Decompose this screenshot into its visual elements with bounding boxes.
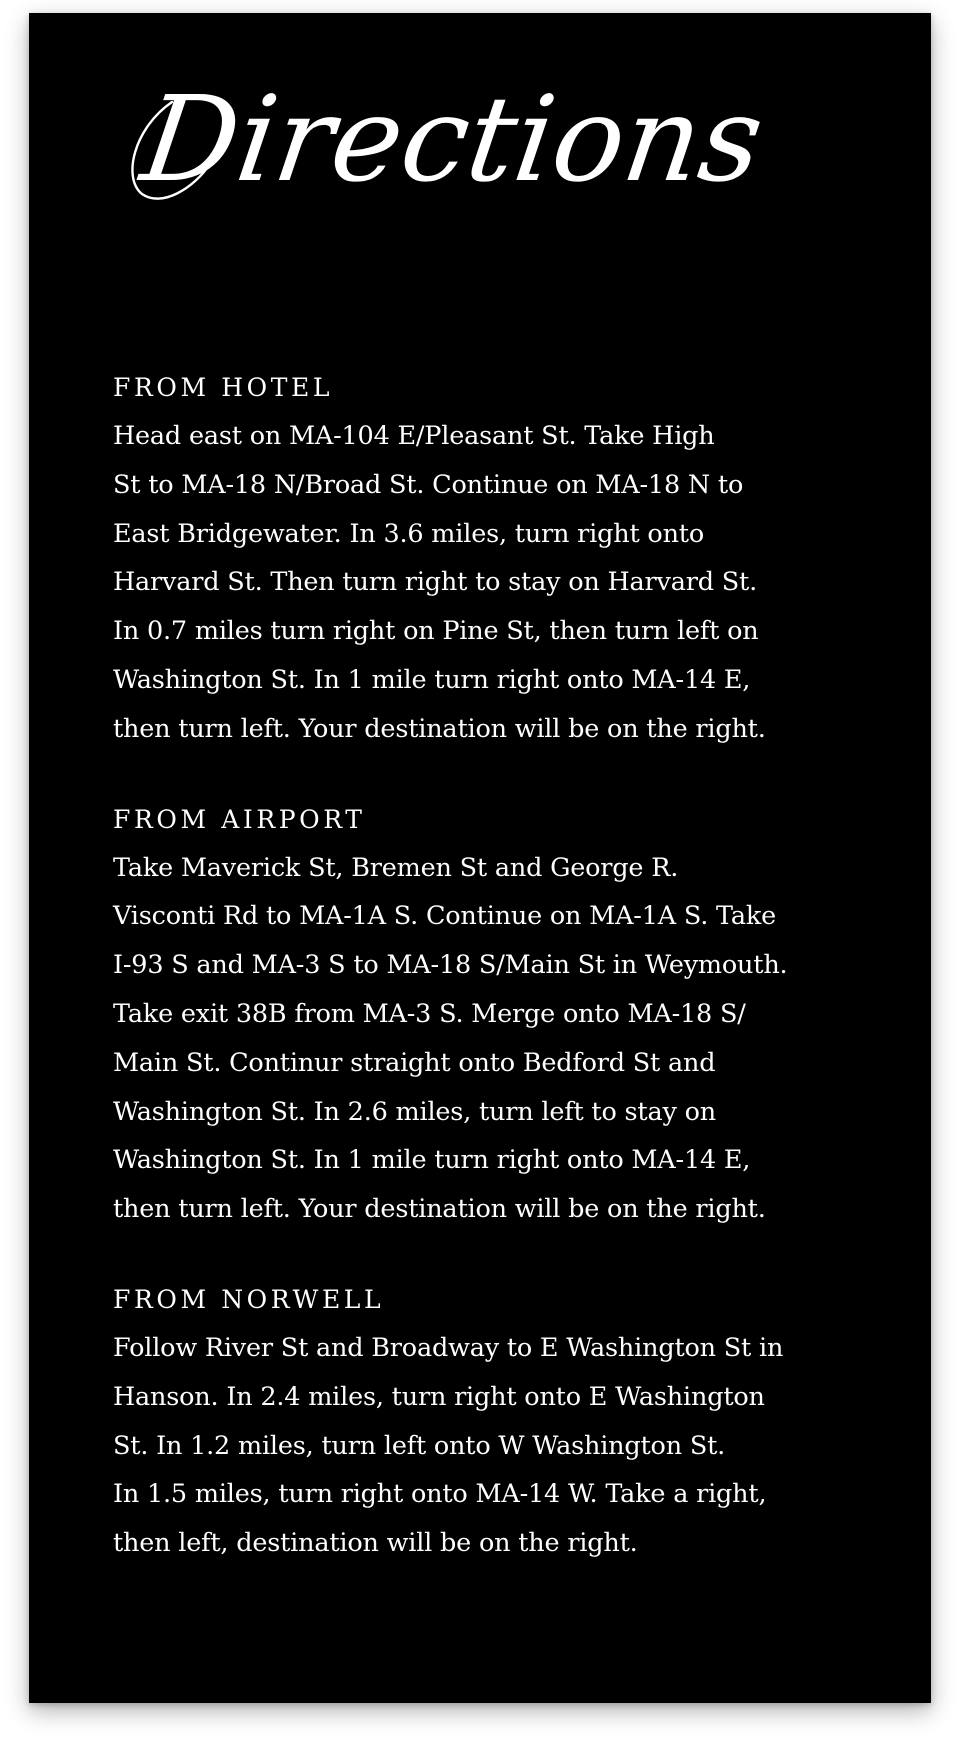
direction-line: then turn left. Your destination will be on the right. xyxy=(113,713,766,744)
direction-line: Harvard St. Then turn right to stay on Harvard St. xyxy=(113,567,757,598)
section-from-airport xyxy=(113,803,903,1234)
direction-line: Follow River St and Broadway to E Washington St in xyxy=(113,1332,784,1363)
direction-line: Take exit 38B from MA-3 S. Merge onto MA-18 S/ xyxy=(113,998,746,1029)
direction-line: then left, destination will be on the right. xyxy=(113,1528,638,1559)
direction-line: In 1.5 miles, turn right onto MA-14 W. Take a right, xyxy=(113,1479,767,1510)
section-from-hotel xyxy=(113,371,903,754)
section-heading: FROM NORWELL xyxy=(113,1284,385,1314)
direction-line: St. In 1.2 miles, turn left onto W Washington St. xyxy=(113,1430,726,1461)
directions-card xyxy=(29,13,931,1703)
direction-line: Head east on MA-104 E/Pleasant St. Take High xyxy=(113,421,715,451)
title-text: Directions xyxy=(134,70,772,208)
direction-line: Washington St. In 1 mile turn right onto MA-14 E, xyxy=(113,1145,751,1176)
direction-line: I-93 S and MA-3 S to MA-18 S/Main St in Weymouth. xyxy=(113,950,788,981)
section-heading: FROM HOTEL xyxy=(113,373,334,402)
direction-line: Main St. Continur straight onto Bedford St and xyxy=(113,1047,716,1078)
section-heading: FROM AIRPORT xyxy=(113,804,366,834)
title-script xyxy=(114,68,772,218)
section-from-norwell xyxy=(113,1283,903,1568)
direction-line: Hanson. In 2.4 miles, turn right onto E Washington xyxy=(113,1381,765,1412)
direction-line: Take Maverick St, Bremen St and George R. xyxy=(113,852,679,883)
directions-content xyxy=(113,371,903,1617)
direction-line: East Bridgewater. In 3.6 miles, turn right onto xyxy=(113,518,704,549)
title xyxy=(114,68,772,218)
direction-line: Visconti Rd to MA-1A S. Continue on MA-1A S. Take xyxy=(113,901,777,932)
direction-line: then turn left. Your destination will be on the right. xyxy=(113,1194,766,1225)
direction-line: Washington St. In 2.6 miles, turn left to stay on xyxy=(113,1096,716,1127)
direction-line: Washington St. In 1 mile turn right onto MA-14 E, xyxy=(113,664,751,695)
direction-line: In 0.7 miles turn right on Pine St, then turn left on xyxy=(113,616,759,647)
direction-line: St to MA-18 N/Broad St. Continue on MA-18 N to xyxy=(113,469,744,500)
